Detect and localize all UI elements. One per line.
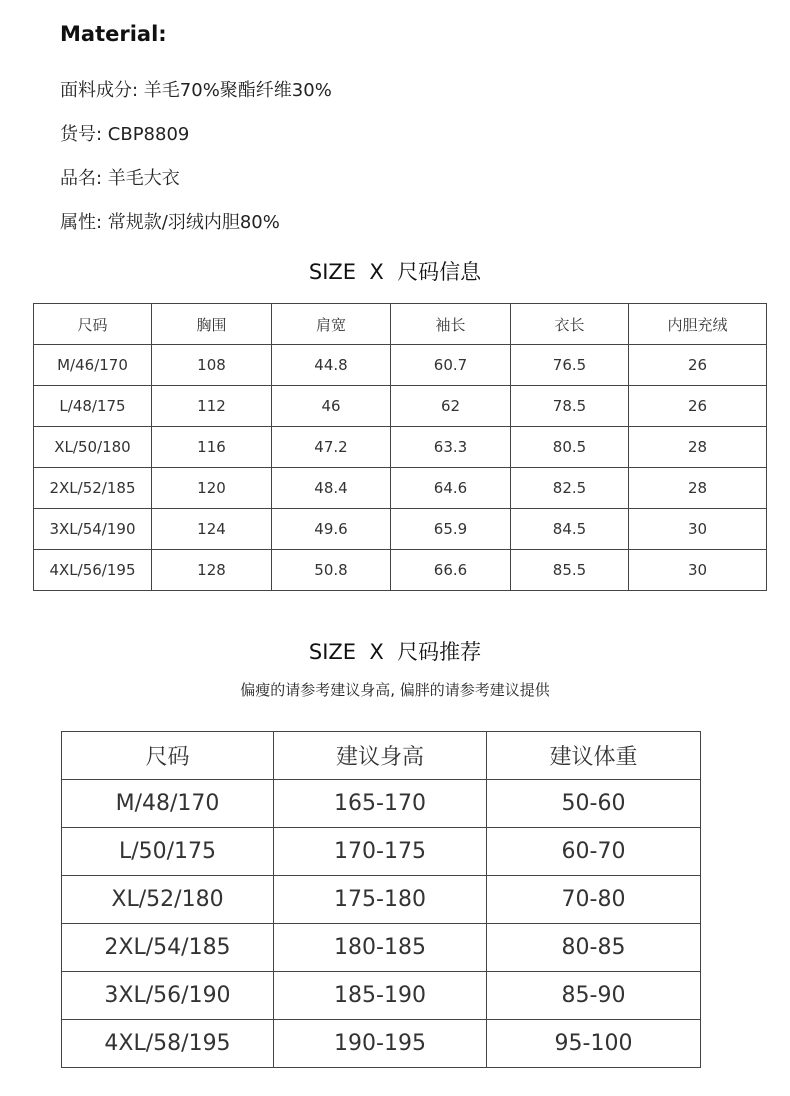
size-recommend-row bbox=[62, 1020, 701, 1068]
size-info-cell: 62 bbox=[391, 386, 511, 427]
size-info-cell: 2XL/52/185 bbox=[34, 468, 152, 509]
size-info-cell: 78.5 bbox=[511, 386, 629, 427]
size-recommend-title: SIZE X 尺码推荐 bbox=[308, 640, 482, 664]
size-info-row bbox=[34, 345, 767, 386]
size-recommend-cell: 180-185 bbox=[274, 924, 487, 972]
size-recommend-cell: 170-175 bbox=[274, 828, 487, 876]
size-recommend-cell: 3XL/56/190 bbox=[62, 972, 274, 1020]
size-recommend-header-cell: 建议身高 bbox=[274, 732, 487, 780]
size-recommend-cell: 60-70 bbox=[487, 828, 701, 876]
size-info-header-cell: 内胆充绒 bbox=[629, 304, 767, 345]
size-info-cell: 120 bbox=[152, 468, 272, 509]
size-info-cell: 50.8 bbox=[272, 550, 391, 591]
size-recommend-cell: L/50/175 bbox=[62, 828, 274, 876]
size-info-cell: 48.4 bbox=[272, 468, 391, 509]
size-recommend-cell: 70-80 bbox=[487, 876, 701, 924]
size-info-row bbox=[34, 386, 767, 427]
size-info-cell: 44.8 bbox=[272, 345, 391, 386]
size-info-cell: 116 bbox=[152, 427, 272, 468]
size-info-cell: 30 bbox=[629, 509, 767, 550]
size-info-cell: 63.3 bbox=[391, 427, 511, 468]
size-recommend-row bbox=[62, 828, 701, 876]
size-info-header-cell: 胸围 bbox=[152, 304, 272, 345]
size-info-cell: M/46/170 bbox=[34, 345, 152, 386]
size-recommend-header-cell: 建议体重 bbox=[487, 732, 701, 780]
size-info-cell: 85.5 bbox=[511, 550, 629, 591]
size-info-cell: 47.2 bbox=[272, 427, 391, 468]
size-info-cell: 66.6 bbox=[391, 550, 511, 591]
size-info-table bbox=[33, 303, 767, 591]
size-recommend-cell: XL/52/180 bbox=[62, 876, 274, 924]
size-recommend-table bbox=[61, 731, 701, 1068]
size-recommend-cell: 95-100 bbox=[487, 1020, 701, 1068]
size-info-cell: 128 bbox=[152, 550, 272, 591]
size-recommend-header-cell: 尺码 bbox=[62, 732, 274, 780]
size-recommend-row bbox=[62, 780, 701, 828]
size-info-row bbox=[34, 509, 767, 550]
size-info-cell: 82.5 bbox=[511, 468, 629, 509]
size-recommend-cell: 80-85 bbox=[487, 924, 701, 972]
size-recommend-cell: 4XL/58/195 bbox=[62, 1020, 274, 1068]
size-info-cell: 60.7 bbox=[391, 345, 511, 386]
size-recommend-header-row bbox=[62, 732, 701, 780]
size-info-cell: 26 bbox=[629, 345, 767, 386]
size-info-header-cell: 袖长 bbox=[391, 304, 511, 345]
size-recommend-subtitle: 偏瘦的请参考建议身高, 偏胖的请参考建议提供 bbox=[240, 681, 550, 699]
size-recommend-row bbox=[62, 924, 701, 972]
size-info-cell: 30 bbox=[629, 550, 767, 591]
size-recommend-row bbox=[62, 972, 701, 1020]
size-info-cell: 65.9 bbox=[391, 509, 511, 550]
material-heading: Material: bbox=[60, 22, 167, 46]
size-info-row bbox=[34, 468, 767, 509]
size-info-cell: 46 bbox=[272, 386, 391, 427]
size-info-cell: 112 bbox=[152, 386, 272, 427]
size-info-cell: 28 bbox=[629, 427, 767, 468]
size-info-cell: 76.5 bbox=[511, 345, 629, 386]
item-number: 货号: CBP8809 bbox=[60, 124, 190, 145]
size-info-cell: L/48/175 bbox=[34, 386, 152, 427]
size-info-cell: XL/50/180 bbox=[34, 427, 152, 468]
size-info-cell: 4XL/56/195 bbox=[34, 550, 152, 591]
size-info-header-cell: 肩宽 bbox=[272, 304, 391, 345]
size-info-cell: 124 bbox=[152, 509, 272, 550]
size-recommend-cell: 165-170 bbox=[274, 780, 487, 828]
size-recommend-cell: 190-195 bbox=[274, 1020, 487, 1068]
size-info-title: SIZE X 尺码信息 bbox=[308, 260, 482, 284]
material-composition: 面料成分: 羊毛70%聚酯纤维30% bbox=[60, 80, 332, 101]
size-recommend-cell: 175-180 bbox=[274, 876, 487, 924]
size-recommend-cell: 50-60 bbox=[487, 780, 701, 828]
size-info-header-row bbox=[34, 304, 767, 345]
product-attributes: 属性: 常规款/羽绒内胆80% bbox=[60, 212, 280, 233]
product-name: 品名: 羊毛大衣 bbox=[60, 168, 180, 189]
size-info-header-cell: 衣长 bbox=[511, 304, 629, 345]
size-info-cell: 3XL/54/190 bbox=[34, 509, 152, 550]
size-recommend-cell: M/48/170 bbox=[62, 780, 274, 828]
size-info-row bbox=[34, 550, 767, 591]
size-info-cell: 80.5 bbox=[511, 427, 629, 468]
size-info-header-cell: 尺码 bbox=[34, 304, 152, 345]
size-info-cell: 28 bbox=[629, 468, 767, 509]
size-info-row bbox=[34, 427, 767, 468]
size-recommend-cell: 185-190 bbox=[274, 972, 487, 1020]
size-info-cell: 26 bbox=[629, 386, 767, 427]
size-info-cell: 64.6 bbox=[391, 468, 511, 509]
size-recommend-cell: 85-90 bbox=[487, 972, 701, 1020]
size-recommend-cell: 2XL/54/185 bbox=[62, 924, 274, 972]
size-recommend-row bbox=[62, 876, 701, 924]
size-info-cell: 108 bbox=[152, 345, 272, 386]
size-info-cell: 49.6 bbox=[272, 509, 391, 550]
size-info-cell: 84.5 bbox=[511, 509, 629, 550]
